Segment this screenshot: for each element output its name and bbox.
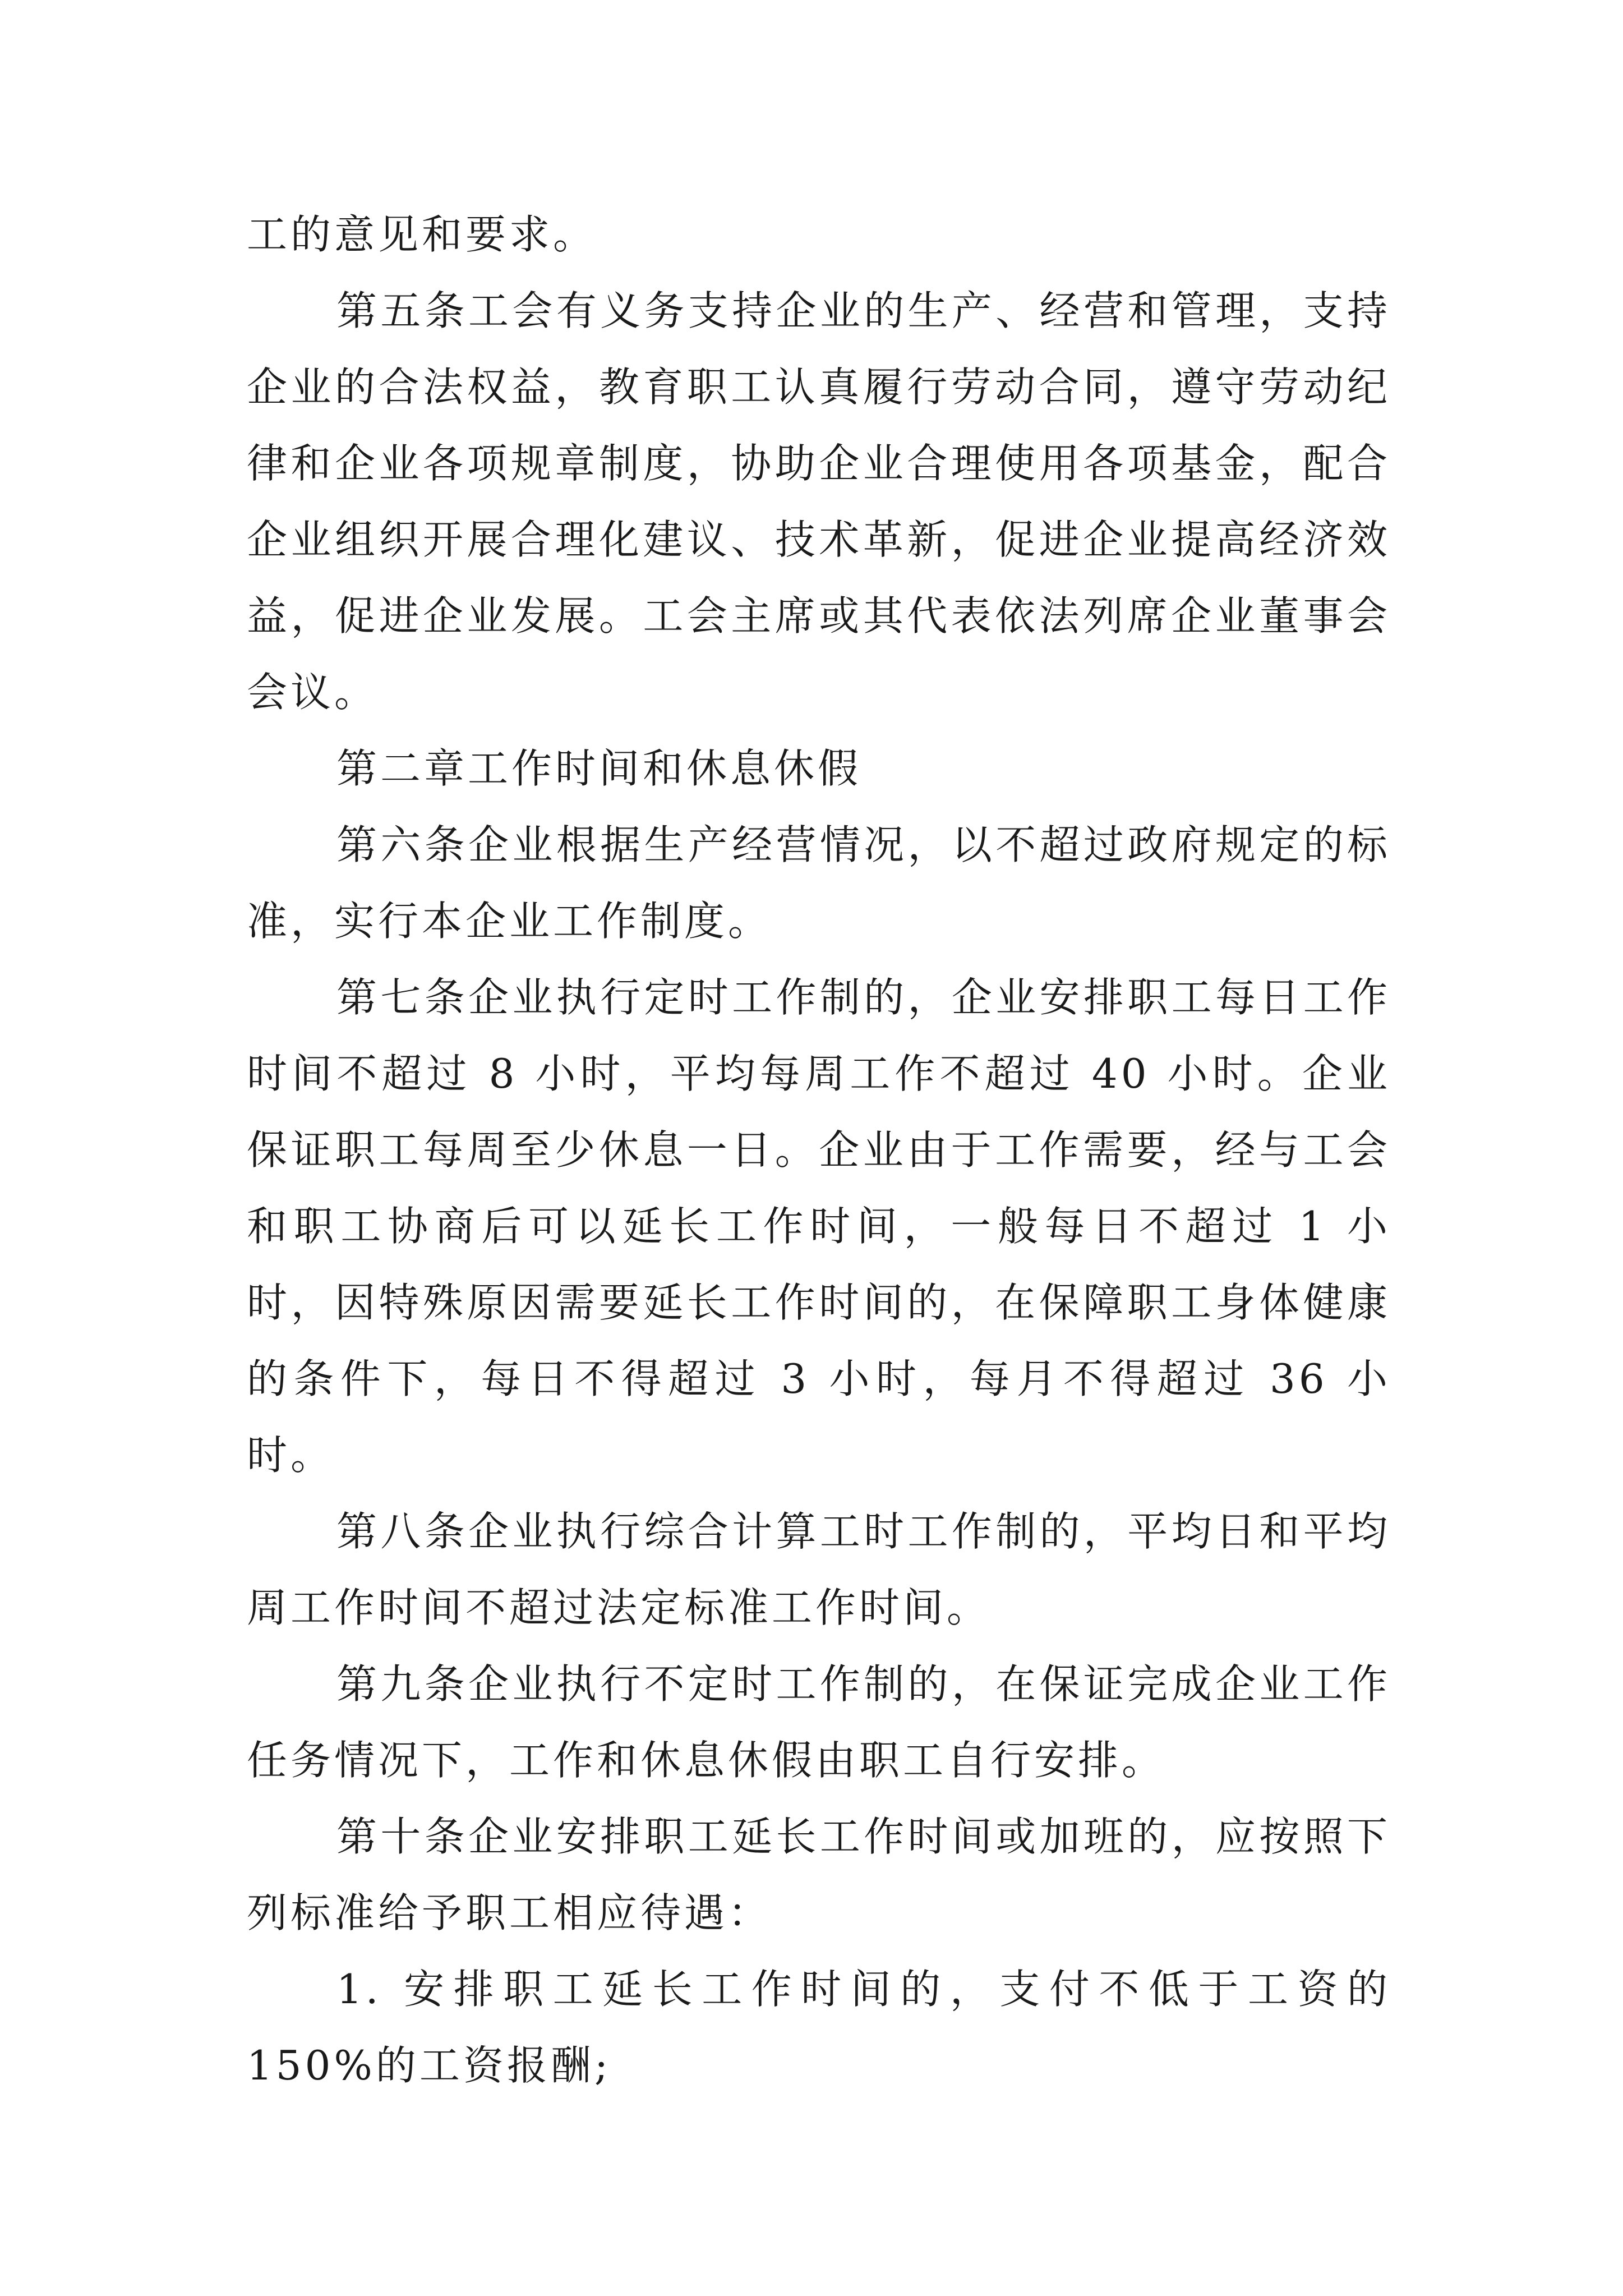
paragraph-article-7: 第七条企业执行定时工作制的，企业安排职工每日工作时间不超过 8 小时，平均每周工作不超过 40 小时。企业保证职工每周至少休息一日。企业由于工作需要，经与工会和职工协商后可以延长工作时间，一般每日不超过 1 小时，因特殊原因需要延长工作时间的，在保障职工身体健康的条件下，每日不得超过 3 小时，每月不得超过 36 小时。	[247, 974, 1391, 1479]
paragraph-article-10: 第十条企业安排职工延长工作时间或加班的，应按照下列标准给予职工相应待遇：	[247, 1813, 1391, 1936]
paragraph-article-9: 第九条企业执行不定时工作制的，在保证完成企业工作任务情况下，工作和休息休假由职工自行安排。	[247, 1660, 1391, 1784]
paragraph-continuation: 工的意见和要求。	[247, 211, 597, 258]
paragraph-article-5: 第五条工会有义务支持企业的生产、经营和管理，支持企业的合法权益，教育职工认真履行劳动合同，遵守劳动纪律和企业各项规章制度，协助企业合理使用各项基金，配合企业组织开展合理化建议、技术革新，促进企业提高经济效益，促进企业发展。工会主席或其代表依法列席企业董事会会议。	[247, 287, 1391, 716]
document-body	[247, 196, 1391, 2104]
chapter-2-heading: 第二章工作时间和休息休假	[336, 745, 862, 792]
list-item-1: 1. 安排职工延长工作时间的，支付不低于工资的 150%的工资报酬;	[247, 1966, 1391, 2089]
paragraph-article-8: 第八条企业执行综合计算工时工作制的，平均日和平均周工作时间不超过法定标准工作时间。	[247, 1508, 1391, 1631]
paragraph-article-6: 第六条企业根据生产经营情况，以不超过政府规定的标准，实行本企业工作制度。	[247, 821, 1391, 945]
